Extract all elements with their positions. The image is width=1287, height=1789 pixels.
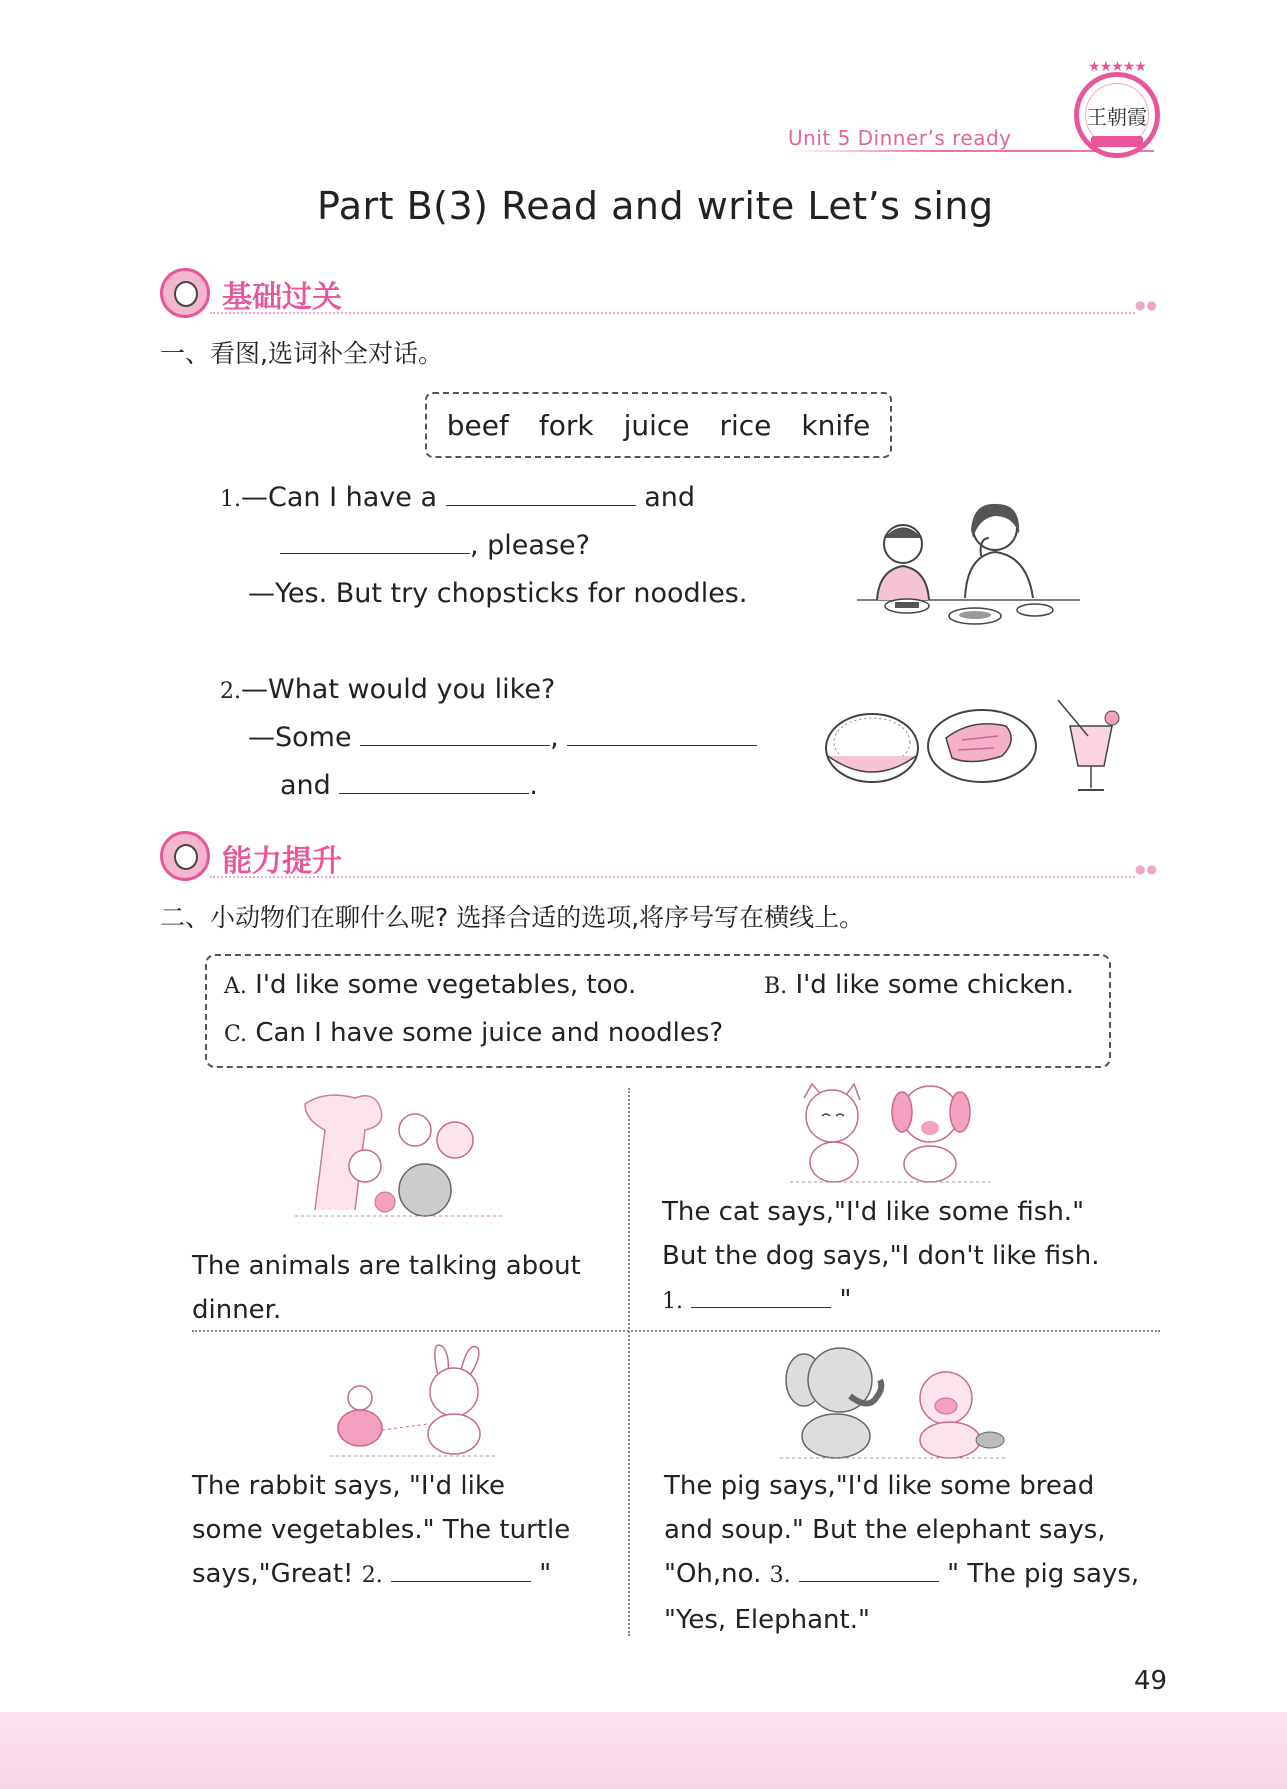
word-bank-item: rice	[719, 408, 772, 442]
cell-text: says,"Great!	[192, 1559, 354, 1589]
logo-text: 王朝霞	[1087, 105, 1147, 129]
animals-picnic-illustration	[295, 1090, 505, 1220]
item2-line3	[280, 770, 538, 801]
item2-text: —Some	[248, 722, 352, 753]
answer-blank[interactable]	[691, 1306, 831, 1308]
option-b	[764, 970, 1074, 1000]
question-title-2: 二、小动物们在聊什么呢? 选择合适的选项,将序号写在横线上。	[160, 903, 865, 932]
logo-stars-icon: ★★★★★	[1088, 59, 1146, 75]
option-letter: B.	[764, 974, 788, 999]
footer-band	[0, 1712, 1287, 1789]
cell-line: The rabbit says, "I'd like	[192, 1471, 505, 1501]
cell-1-text	[192, 1244, 620, 1332]
page-title: Part B(3) Read and write Let’s sing	[317, 184, 994, 228]
item-number: 1.	[220, 487, 241, 512]
cell-line: some vegetables." The turtle	[192, 1515, 571, 1545]
rabbit-turtle-illustration	[330, 1340, 495, 1460]
item2-text: and	[280, 770, 331, 801]
cell-line: The animals are talking about	[192, 1251, 581, 1281]
item2-text: .	[529, 770, 538, 801]
item2-text: ,	[550, 722, 559, 753]
cell-line: But the dog says,"I don't like fish.	[662, 1241, 1100, 1271]
option-text: I'd like some vegetables, too.	[255, 970, 637, 1000]
question-title-1: 一、看图,选词补全对话。	[160, 339, 443, 368]
cell-line: and soup." But the elephant says,	[664, 1515, 1106, 1545]
cell-text: "	[539, 1559, 552, 1589]
option-text: I'd like some chicken.	[795, 970, 1075, 1000]
food-illustration	[822, 696, 1122, 796]
dinner-table-illustration	[855, 498, 1085, 628]
answer-blank[interactable]	[567, 744, 757, 746]
cell-text: "Oh,no.	[664, 1559, 762, 1589]
cell-line: The pig says,"I'd like some bread	[664, 1471, 1095, 1501]
cat-dog-illustration	[790, 1078, 990, 1186]
section-heading-advanced: 能力提升	[222, 844, 342, 879]
item2-line1	[220, 674, 555, 705]
cell-text: " The pig says,	[947, 1559, 1140, 1589]
cell-4-text	[664, 1464, 1158, 1642]
word-bank-item: beef	[446, 408, 509, 442]
item-number: 3.	[769, 1563, 791, 1588]
item1-text: and	[644, 482, 695, 513]
word-bank-item: fork	[538, 408, 594, 442]
teacher-avatar-icon	[160, 831, 210, 881]
answer-blank[interactable]	[446, 504, 636, 506]
cell-text: "	[839, 1285, 852, 1315]
item1-text: —Can I have a	[241, 482, 438, 513]
section-dots-icon: ●●	[1135, 862, 1158, 876]
item1-line1	[220, 482, 695, 513]
cell-line	[662, 1278, 1154, 1324]
option-a	[224, 970, 636, 1000]
word-bank-item: knife	[801, 408, 871, 442]
option-text: Can I have some juice and noodles?	[255, 1018, 724, 1048]
cell-line: "Yes, Elephant."	[664, 1605, 870, 1635]
word-bank-item: juice	[623, 408, 690, 442]
cell-3-text	[192, 1464, 594, 1598]
answer-blank[interactable]	[339, 792, 529, 794]
item1-line2	[280, 530, 590, 561]
answer-blank[interactable]	[280, 552, 470, 554]
logo-banner	[1091, 136, 1143, 147]
cell-line: The cat says,"I'd like some fish."	[662, 1197, 1085, 1227]
section-rule	[210, 876, 1135, 878]
option-c	[224, 1018, 723, 1048]
cell-line	[664, 1552, 1158, 1598]
teacher-avatar-icon	[160, 268, 210, 318]
cell-2-text	[662, 1190, 1154, 1324]
cell-line: dinner.	[192, 1295, 282, 1325]
answer-blank[interactable]	[391, 1580, 531, 1582]
section-dots-icon: ●●	[1135, 298, 1158, 312]
publisher-logo	[1074, 59, 1160, 158]
item2-text: —What would you like?	[241, 674, 556, 705]
item-number: 1.	[662, 1289, 683, 1314]
answer-blank[interactable]	[799, 1580, 939, 1582]
item2-line2	[248, 722, 757, 753]
item1-text: , please?	[470, 530, 590, 561]
answer-blank[interactable]	[360, 744, 550, 746]
option-letter: C.	[224, 1022, 248, 1047]
item-number: 2.	[220, 679, 241, 704]
cell-line	[192, 1552, 594, 1598]
elephant-pig-illustration	[780, 1340, 1005, 1462]
item1-line3: —Yes. But try chopsticks for noodles.	[248, 578, 748, 609]
page-number: 49	[1134, 1666, 1168, 1696]
unit-label: Unit 5 Dinner’s ready	[788, 126, 1012, 150]
word-bank	[425, 392, 892, 458]
item-number: 2.	[361, 1563, 383, 1588]
option-letter: A.	[224, 974, 247, 999]
section-rule	[210, 312, 1135, 314]
section-heading-basic: 基础过关	[222, 280, 342, 315]
grid-divider-vertical	[628, 1088, 630, 1636]
